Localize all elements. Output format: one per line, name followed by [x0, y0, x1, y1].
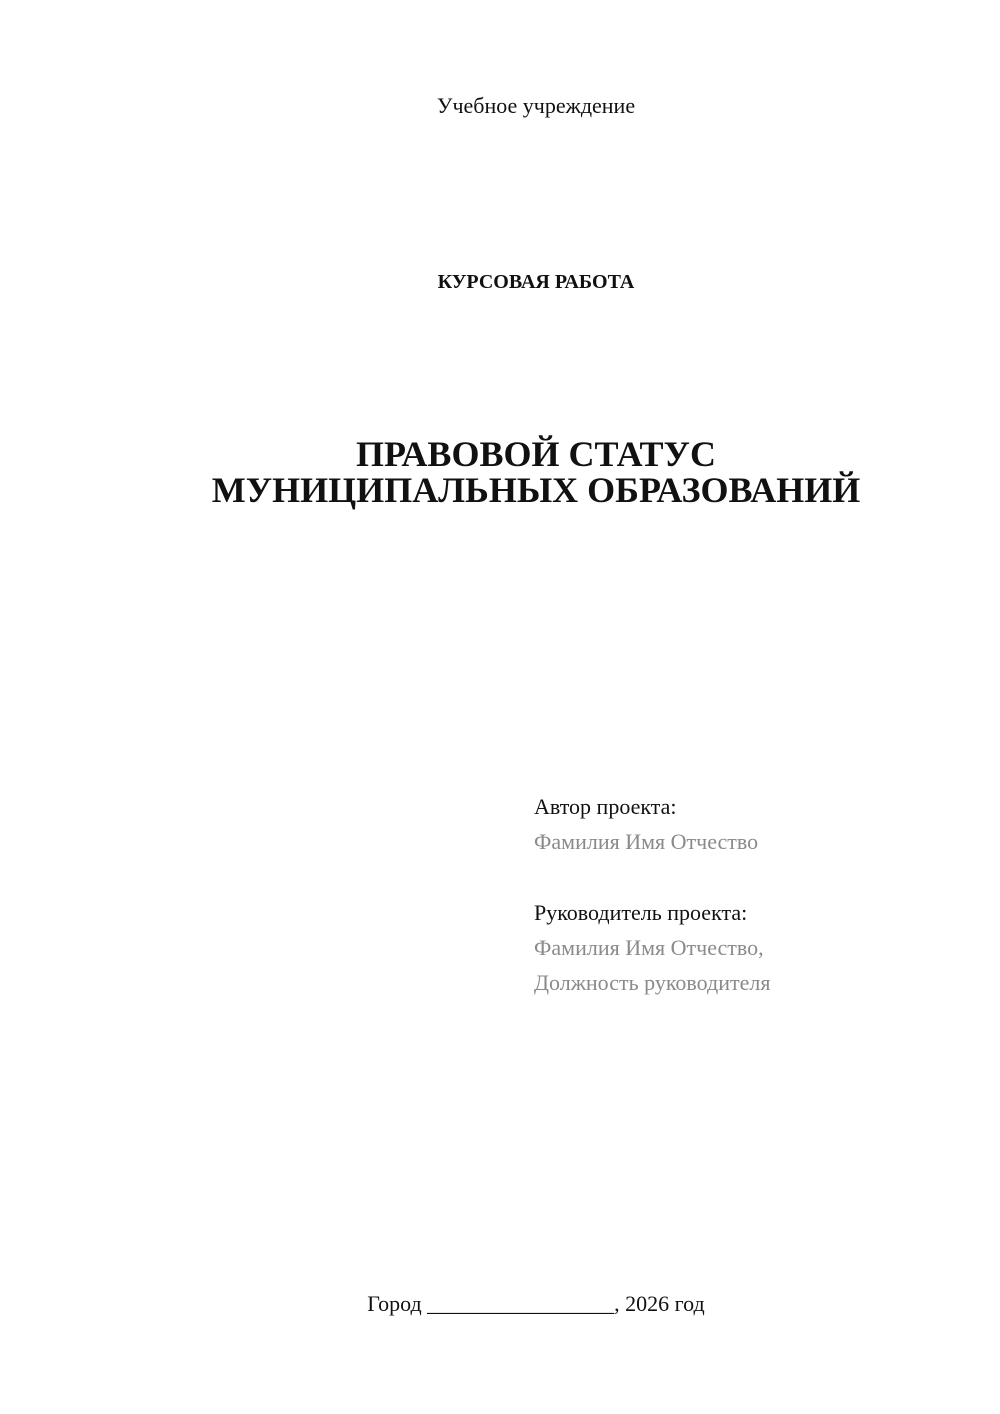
supervisor-label: Руководитель проекта: — [534, 900, 748, 925]
institution-name: Учебное учреждение — [436, 93, 636, 118]
spacer — [534, 859, 770, 895]
supervisor-name: Фамилия Имя Отчество, — [534, 935, 764, 960]
supervisor-position: Должность руководителя — [534, 970, 771, 995]
title-line-1: ПРАВОВОЙ СТАТУС — [356, 434, 716, 474]
author-info-block — [534, 789, 770, 1000]
author-label: Автор проекта: — [534, 794, 677, 819]
work-type: КУРСОВАЯ РАБОТА — [437, 271, 635, 293]
city-year-line: Город _________________, 2026 год — [367, 1291, 705, 1316]
page-title — [0, 436, 1000, 508]
title-line-2: МУНИЦИПАЛЬНЫХ ОБРАЗОВАНИЙ — [211, 470, 861, 510]
author-name: Фамилия Имя Отчество — [534, 829, 759, 854]
